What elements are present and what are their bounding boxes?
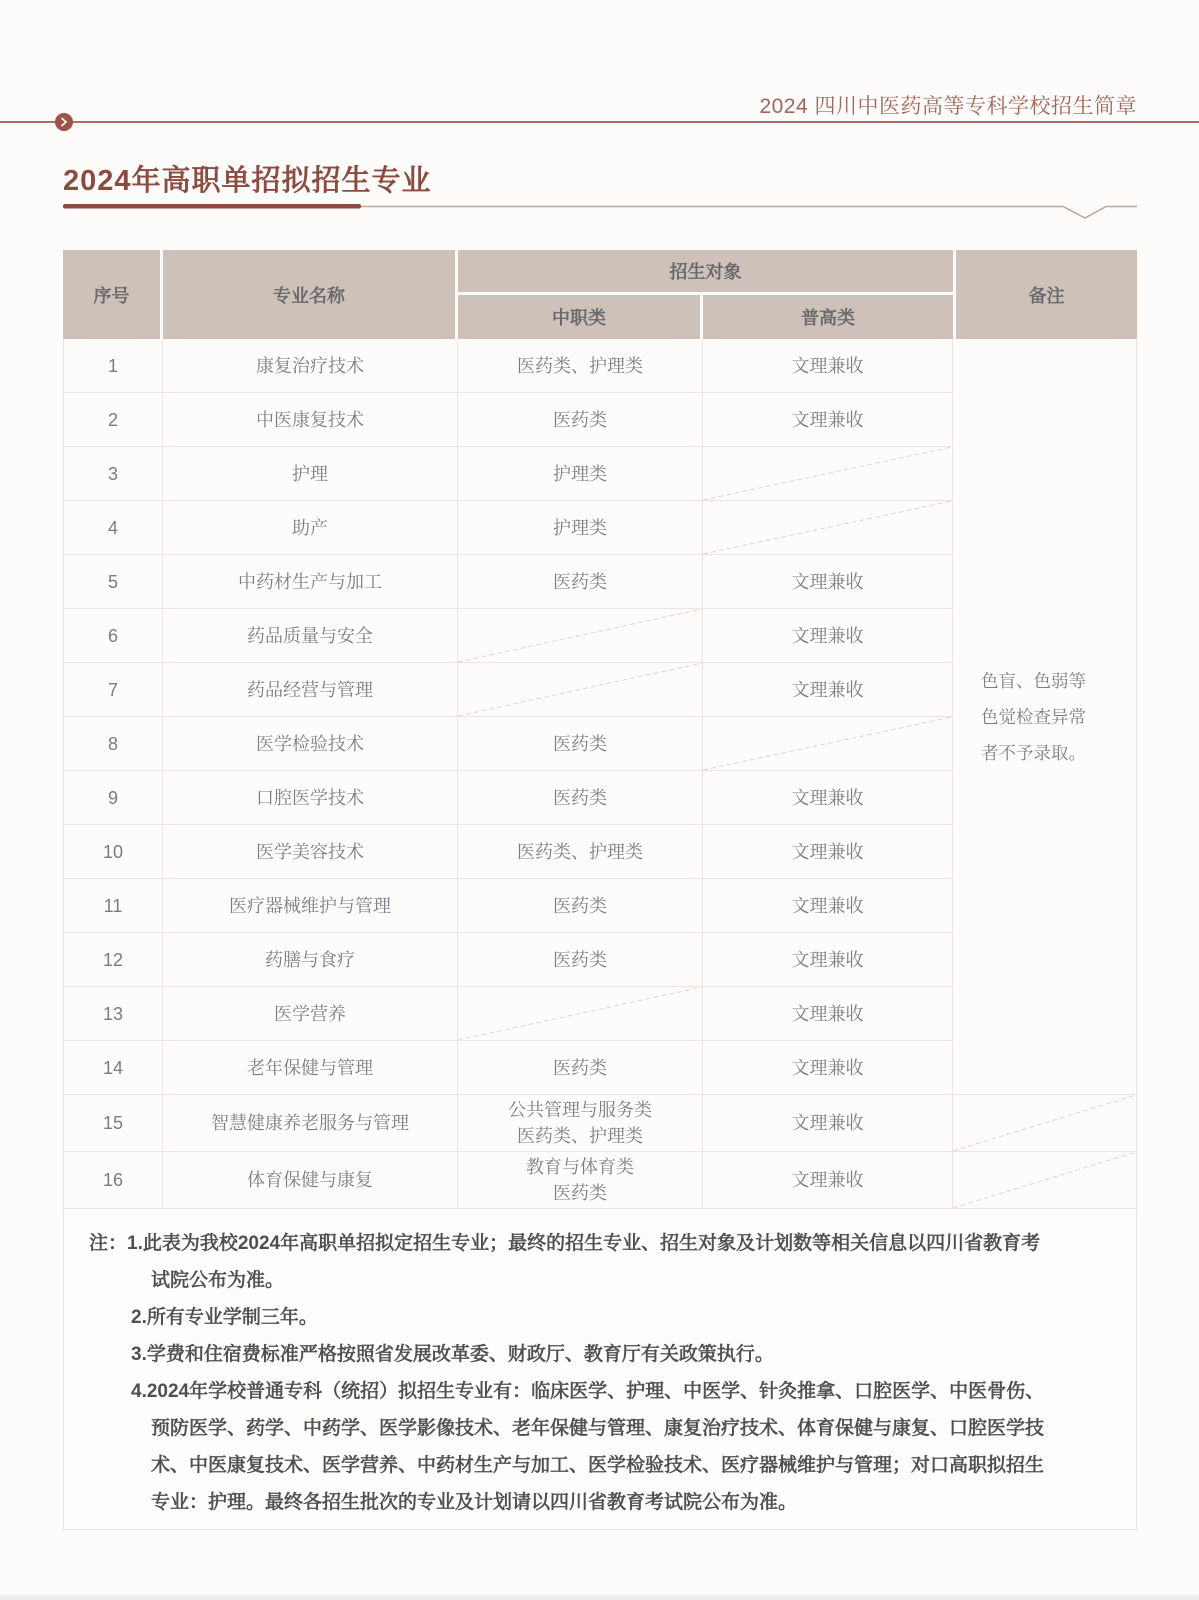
cell-zhongzhi: 医药类 [458,879,703,933]
cell-pugao: 文理兼收 [703,1095,953,1152]
note-line: 2.所有专业学制三年。 [131,1307,318,1328]
cell-no: 16 [63,1152,163,1209]
cell-no: 4 [63,501,163,555]
cell-line: 医药类、护理类 [517,1126,643,1146]
cell-no: 9 [63,771,163,825]
cell-pugao: 文理兼收 [703,825,953,879]
col-header-major: 专业名称 [163,250,458,339]
cell-major: 医疗器械维护与管理 [163,879,458,933]
cell-major: 中医康复技术 [163,393,458,447]
cell-no: 15 [63,1095,163,1152]
cell-major: 中药材生产与加工 [163,555,458,609]
page-bottom-edge [0,1595,1199,1600]
cell-major: 口腔医学技术 [163,771,458,825]
cell-zhongzhi: 医药类 [458,717,703,771]
note-line: 专业：护理。最终各招生批次的专业及计划请以四川省教育考试院公布为准。 [151,1492,798,1513]
cell-no: 3 [63,447,163,501]
col-header-target: 招生对象 [458,250,953,295]
cell-no: 8 [63,717,163,771]
cell-zhongzhi: 医药类、护理类 [458,339,703,393]
cell-pugao: 文理兼收 [703,555,953,609]
table-header [63,250,1137,339]
cell-major: 老年保健与管理 [163,1041,458,1095]
note-line: 试院公布为准。 [151,1270,285,1291]
col-header-pugao: 普高类 [703,295,953,339]
cell-remark-empty [953,1095,1137,1152]
note-line: 预防医学、药学、中药学、医学影像技术、老年保健与管理、康复治疗技术、体育保健与康复、口腔医学技 [151,1418,1045,1439]
cell-line: 公共管理与服务类 [508,1100,652,1120]
empty-cell-slash [953,1095,1136,1151]
empty-cell-slash [458,987,702,1040]
cell-zhongzhi: 医药类、护理类 [458,825,703,879]
cell-major: 药品经营与管理 [163,663,458,717]
cell-major: 护理 [163,447,458,501]
cell-pugao: 文理兼收 [703,663,953,717]
cell-line: 教育与体育类 [526,1157,634,1177]
col-header-no: 序号 [63,250,163,339]
cell-zhongzhi-empty [458,987,703,1041]
cell-no: 10 [63,825,163,879]
empty-cell-slash [953,1152,1136,1208]
header-rule [0,121,1199,123]
cell-major: 药膳与食疗 [163,933,458,987]
cell-pugao: 文理兼收 [703,393,953,447]
cell-zhongzhi-empty [458,663,703,717]
empty-cell-slash [458,609,702,662]
cell-major: 药品质量与安全 [163,609,458,663]
cell-zhongzhi: 医药类 [458,933,703,987]
cell-zhongzhi [458,1095,703,1152]
cell-pugao: 文理兼收 [703,609,953,663]
cell-zhongzhi: 医药类 [458,771,703,825]
remark-line: 色觉检查异常 [981,706,1086,727]
note-line: 术、中医康复技术、医学营养、中药材生产与加工、医学检验技术、医疗器械维护与管理；对口高职拟招生 [151,1455,1045,1476]
col-header-zhongzhi: 中职类 [458,295,703,339]
cell-no: 14 [63,1041,163,1095]
empty-cell-slash [703,717,952,770]
cell-no: 12 [63,933,163,987]
col-header-remark: 备注 [953,250,1137,339]
cell-pugao: 文理兼收 [703,339,953,393]
empty-cell-slash [703,501,952,554]
note-line: 4.2024年学校普通专科（统招）拟招生专业有：临床医学、护理、中医学、针灸推拿、口腔医学、中医骨伤、 [131,1381,1045,1402]
cell-remark-empty [953,1152,1137,1209]
cell-zhongzhi [458,1152,703,1209]
empty-cell-slash [458,663,702,716]
cell-major: 医学检验技术 [163,717,458,771]
remark-line: 色盲、色弱等 [981,670,1086,691]
remark-cell [953,339,1137,1095]
cell-pugao: 文理兼收 [703,1041,953,1095]
cell-major: 医学美容技术 [163,825,458,879]
majors-table [63,250,1137,1209]
note-line: 3.学费和住宿费标准严格按照省发展改革委、财政厅、教育厅有关政策执行。 [131,1344,774,1365]
cell-major: 智慧健康养老服务与管理 [163,1095,458,1152]
cell-major: 康复治疗技术 [163,339,458,393]
title-underline [63,200,1137,222]
cell-no: 11 [63,879,163,933]
cell-pugao: 文理兼收 [703,933,953,987]
cell-zhongzhi: 医药类 [458,1041,703,1095]
cell-zhongzhi: 医药类 [458,393,703,447]
cell-no: 6 [63,609,163,663]
cell-zhongzhi: 护理类 [458,447,703,501]
notes-box [63,1209,1137,1530]
page-title: 2024年高职单招拟招生专业 [63,165,432,197]
doc-title: 2024 四川中医药高等专科学校招生简章 [759,95,1137,118]
cell-pugao: 文理兼收 [703,1152,953,1209]
cell-pugao: 文理兼收 [703,879,953,933]
chevron-right-icon [59,117,69,127]
cell-pugao: 文理兼收 [703,987,953,1041]
cell-major: 医学营养 [163,987,458,1041]
cell-pugao-empty [703,447,953,501]
table-body [63,339,1137,1209]
cell-no: 5 [63,555,163,609]
cell-no: 7 [63,663,163,717]
remark-line: 者不予录取。 [981,742,1086,763]
header-dot [55,113,73,131]
cell-pugao-empty [703,501,953,555]
cell-pugao-empty [703,717,953,771]
cell-zhongzhi-empty [458,609,703,663]
note-line: 注：1.此表为我校2024年高职单招拟定招生专业；最终的招生专业、招生对象及计划数等相关信息以四川省教育考 [89,1233,1041,1254]
cell-no: 13 [63,987,163,1041]
cell-no: 2 [63,393,163,447]
cell-major: 体育保健与康复 [163,1152,458,1209]
cell-line: 医药类 [553,1183,607,1203]
cell-zhongzhi: 医药类 [458,555,703,609]
cell-zhongzhi: 护理类 [458,501,703,555]
cell-pugao: 文理兼收 [703,771,953,825]
cell-major: 助产 [163,501,458,555]
cell-no: 1 [63,339,163,393]
empty-cell-slash [703,447,952,500]
